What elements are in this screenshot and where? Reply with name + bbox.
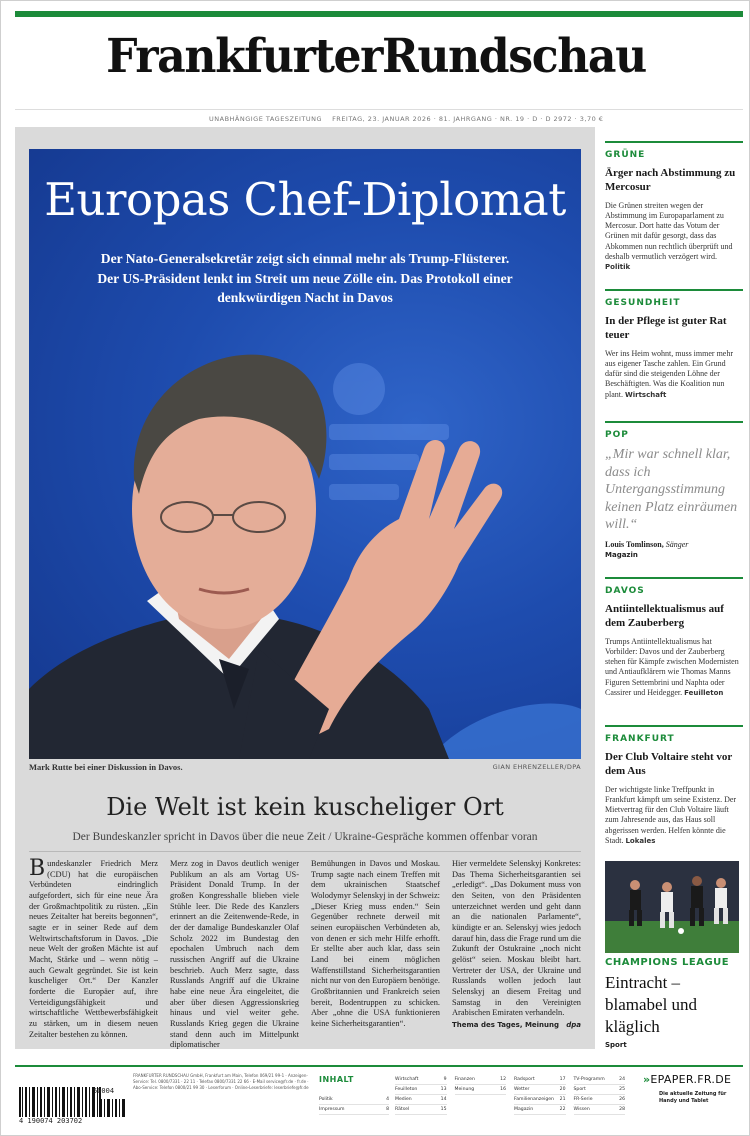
column-text: Hier vermeldete Selenskyj Konkretes: Das Thema Sicherheitsgarantien sei „erledigt“. „Das Dokument muss von den Seiten, von den Präsidenten unterzeichnet werden und geht dann an die nationalen Parlamente“, kündigte er an. Selenskyj wies jedoch darauf hin, dass die Frage rund um die Zukunft der Ostukraine „noch nicht gelöst“ seien. Moskau bleibt hart. Vertreter der USA, der Ukraine und Russlands wollen jedoch laut Selenskyj an diesem Freitag und Samstag in den Vereinigten Arabischen Emiraten verhandeln. [452,859,581,1018]
teaser-kicker: GESUNDHEIT [605,298,681,308]
teaser-title[interactable]: Ärger nach Abstimmung zu Mercosur [605,167,736,194]
background-logo-shape [329,484,399,500]
teaser-kicker: DAVOS [605,586,645,596]
index-page: 26 [619,1097,625,1102]
index-label: Rätsel [395,1107,410,1112]
index-column [455,1075,507,1115]
index-label: FR-Serie [573,1097,593,1102]
index-label: Wirtschaft [395,1077,419,1082]
double-chevron-right-icon: » [643,1073,651,1086]
teaser-text [605,785,743,846]
sidebar-teaser-gruene[interactable] [605,141,743,272]
background-arc-shape [429,703,581,759]
quote-source-role: Sänger [665,539,689,549]
index-row[interactable] [514,1095,566,1105]
lead-deck: Der Nato-Generalsekretär zeigt sich einmal mehr als Trump-Flüsterer. Der US-Präsident lenkt im Streit um neue Zölle ein. Das Protokoll einer denkwürdigen Nacht in Davos [97,251,513,306]
index-page: 16 [500,1087,506,1092]
column-text: Bemühungen in Davos und Moskau. Trump sagte nach einem Treffen mit dem ukrainischen Staatschef Wolodymyr Selenskyj in der Schweiz: „Dieser Krieg muss enden.“ Sein Gegenüber rechnete derweil mit seinen europäischen Verbündeten ab, von denen er sich mehr Hilfe erhofft. Er stellte aber auch klar, dass sein Land bei einem möglichen Waffenstillstand Sicherheitsgarantien nicht nur von den Europäern benötige. Großbritannien und Frankreich seien bereit, Bodentruppen zu schicken. Aber „ohne die USA funktionieren keine Sicherheitsgarantien“. [311,859,440,1029]
index-page: 22 [559,1107,566,1112]
background-logo-shape [329,454,419,470]
article-reference[interactable]: Thema des Tages, Meinung [452,1021,560,1030]
teaser-text [605,637,743,698]
imprint: FRANKFURTER RUNDSCHAU GmbH, Frankfurt am Main, Telefon 069/21 99-1 · Anzeigen-Service: Tel. 0800/7331 · 22 11 · Telefax 0800/7331 22 66 · E-Mail service@fr.de · fr.de · Abo-Service: Telefon 0800/21 99 30 · Leserforum · Online-Leserbriefe: leserbriefe@fr.de [133,1073,309,1090]
teaser-kicker: FRANKFURT [605,734,675,744]
index-page: 20 [559,1087,566,1092]
teaser-body: Wer ins Heim wohnt, muss immer mehr aus eigener Tasche zahlen. Ein Grund dafür sind die steigenden Löhne der Beschäftigten. Was die Koalition nun plant. [605,348,734,399]
divider [29,851,581,852]
masthead-title[interactable]: FrankfurterRundschau [106,29,646,84]
masthead-info-row [15,109,743,125]
drop-cap: B [29,856,46,881]
sidebar-teaser-davos[interactable] [605,577,743,698]
index-row[interactable] [514,1085,566,1095]
quote-source [605,540,743,561]
index-page: 14 [440,1097,447,1102]
index-label: Finanzen [454,1077,475,1082]
teaser-title[interactable]: In der Pflege ist guter Rat teuer [605,315,727,342]
index-page: 17 [559,1077,566,1082]
football-scene-illustration [605,861,739,953]
index-title: INHALT [319,1075,354,1084]
masthead-tagline: UNABHÄNGIGE TAGESZEITUNG [209,115,323,123]
lead-story [15,127,595,1049]
article-column [452,859,581,1039]
masthead-issue-info: FREITAG, 23. JANUAR 2026 · 81. JAHRGANG · NR. 19 · D · D 2972 · 3,70 € [332,115,604,123]
index-page: 28 [619,1107,625,1112]
column-text: undeskanzler Friedrich Merz (CDU) hat die europäischen Verbündeten eindringlich aufgefordert, sich für eine neue Ära der Großmachtpolitik zu rüsten. „Ein neues Zeitalter hat bereits begonnen“, sagte er in seiner Rede auf dem Weltwirtschaftsforum in Davos. „Die neue Welt der großen Mächte ist auf Macht, Stärke und – wenn nötig – auch Gewalt gegründet. Sie ist kein kuscheliger Ort.“ Der Kanzler forderte die Europäer auf, ihre Verteidigungsfähigkeit und wirtschaftliche Wettbewerbsfähigkeit zu stärken, um in diesem neuen Zeitalter bestehen zu können. [29,859,158,1039]
sport-section: Sport [605,1041,627,1050]
index-page: 8 [386,1107,389,1112]
article-column [170,859,299,1050]
photo-caption: Mark Rutte bei einer Diskussion in Davos. [29,762,183,772]
index-row[interactable] [395,1085,447,1095]
index-page: 4 [386,1097,389,1102]
barcode-number: 4 190074 203702 [19,1117,83,1125]
barcode-icon [19,1087,101,1117]
index-row[interactable] [319,1095,389,1105]
article-footer [452,1021,581,1030]
index-row[interactable] [574,1085,626,1095]
teaser-kicker: GRÜNE [605,150,646,160]
index-page: 12 [500,1077,506,1082]
index-label: Impressum [319,1107,345,1112]
teaser-title[interactable]: Der Club Voltaire steht vor dem Aus [605,751,733,778]
article-initials: dpa [566,1021,581,1030]
index-label: Wetter [514,1087,530,1092]
top-accent-rule [15,11,743,17]
index-row[interactable] [455,1075,507,1085]
epaper-link[interactable] [643,1073,731,1086]
sport-kicker: CHAMPIONS LEAGUE [605,957,730,968]
teaser-body: Die Grünen streiten wegen der Abstimmung im Europaparlament zu Mercosur. Dort hatte das Votum der Grünen mit dafür gesorgt, dass das Abkommen nun rechtlich überprüft und deshalb vermutlich verzögert wird. [605,200,733,261]
index-label: Magazin [514,1107,534,1112]
index-row[interactable] [514,1075,566,1085]
index-row[interactable] [319,1105,389,1115]
article-column [29,856,158,1039]
index-page: 24 [619,1077,625,1082]
sport-photo[interactable] [605,861,739,953]
lead-photo[interactable] [29,149,581,759]
teaser-title[interactable]: Antiintellektualismus auf dem Zauberberg [605,603,724,630]
index-page: 21 [559,1097,566,1102]
sport-headline[interactable]: Eintracht – blamabel und kläglich [605,973,698,1036]
index-label: Radsport [514,1077,535,1082]
teaser-body: Der wichtigste linke Treffpunkt in Frankfurt kämpft um seine Existenz. Der Mietvertrag für den Club Voltaire läuft zum Jahresende aus, das Haus soll abgerissen werden. Helfen könnte die Stadt. [605,784,737,845]
background-logo-shape [329,424,449,440]
index-row[interactable] [395,1095,447,1105]
column-text: Merz zog in Davos deutlich weniger Publikum an als am Vortag US-Präsident Donald Trump. In der großen Kongresshalle blieben viele Stühle leer. Die Rede des Kanzlers erinnert an die Zeitenwende-Rede, in der der damalige Bundeskanzler Olaf Scholz 2022 im Bundestag den epochalen Umbruch nach dem russischen Angriff auf die Ukraine beschrieb. Auch Merz sagte, dass Russlands Angriff auf die Ukraine habe eine neue Ära eingeleitet, die aber über diesen Aggressionskrieg hinaus und viel weiter gehe. Russlands Krieg gegen die Ukraine stand denn auch im Mittelpunkt diplomatischer [170,859,299,1050]
index-page: 13 [440,1087,447,1092]
index-row[interactable] [574,1095,626,1105]
index-page: 15 [440,1107,447,1112]
index-row[interactable] [514,1105,566,1115]
quote-source-name: Louis Tomlinson, [605,539,664,549]
index-label: Feuilleton [395,1087,418,1092]
teaser-text [605,201,743,273]
footer [15,1065,743,1127]
index-list-a [319,1095,389,1115]
second-subhead: Der Bundeskanzler spricht in Davos über die neue Zeit / Ukraine-Gespräche kommen offenbar voran [72,831,538,843]
index-row[interactable] [574,1105,626,1115]
index-row[interactable] [455,1085,507,1095]
barcode-code: 50004 [93,1087,115,1095]
index-label: Politik [319,1097,333,1102]
teaser-section: Feuilleton [684,688,724,697]
ball [678,928,684,934]
sidebar-teaser-pop[interactable] [605,421,743,560]
teaser-kicker: POP [605,430,629,440]
index-label: TV-Programm [573,1077,605,1082]
addon-barcode-icon [93,1099,125,1117]
photo-credit: GIAN EHRENZELLER/DPA [492,763,581,771]
teaser-section: Lokales [625,836,656,845]
article-column [311,859,440,1039]
teaser-text [605,349,743,400]
index-column [514,1075,566,1115]
index-label: Sport [573,1087,586,1092]
second-headline[interactable]: Die Welt ist kein kuscheliger Ort [106,793,504,821]
lead-caption-row [29,759,581,775]
lead-headline[interactable]: Europas Chef-Diplomat [44,173,566,226]
teaser-section: Politik [605,263,631,271]
sidebar-teaser-gesundheit[interactable] [605,289,743,400]
article-columns [29,856,581,1050]
sport-teaser[interactable] [605,957,743,1049]
sidebar-teaser-frankfurt[interactable] [605,725,743,846]
background-logo-shape [333,363,385,415]
index-column [574,1075,626,1115]
teaser-body: Trumps Antiintellektualismus hat Vorbilder: Davos und der Zauberberg stehen für Kämpfe zwischen Modernisten und Antiaufklärern wie Thomas Manns Figuren Settembrini und Naphta oder Cassirer und Heidegger. [605,636,739,697]
index-row[interactable] [395,1075,447,1085]
teaser-section: Magazin [605,550,638,559]
index-page: 9 [443,1077,447,1082]
index-label: Wissen [573,1107,590,1112]
index-column [395,1075,447,1115]
index-label: Meinung [454,1087,475,1092]
index-grid [395,1075,625,1115]
teaser-section: Wirtschaft [625,390,667,399]
epaper-brand: EPAPER.FR.DE [650,1073,732,1086]
index-page: 25 [619,1087,625,1092]
index-row[interactable] [395,1105,447,1115]
epaper-tagline: Die aktuelle Zeitung für Handy und Tablet [659,1091,727,1104]
index-label: Familienanzeigen [514,1097,554,1102]
index-label: Medien [395,1097,412,1102]
portrait-illustration [29,149,581,759]
index-row[interactable] [574,1075,626,1085]
teaser-quote[interactable]: „Mir war schnell klar, dass ich Untergangsstimmung keinen Platz einräumen will.“ [605,447,738,532]
